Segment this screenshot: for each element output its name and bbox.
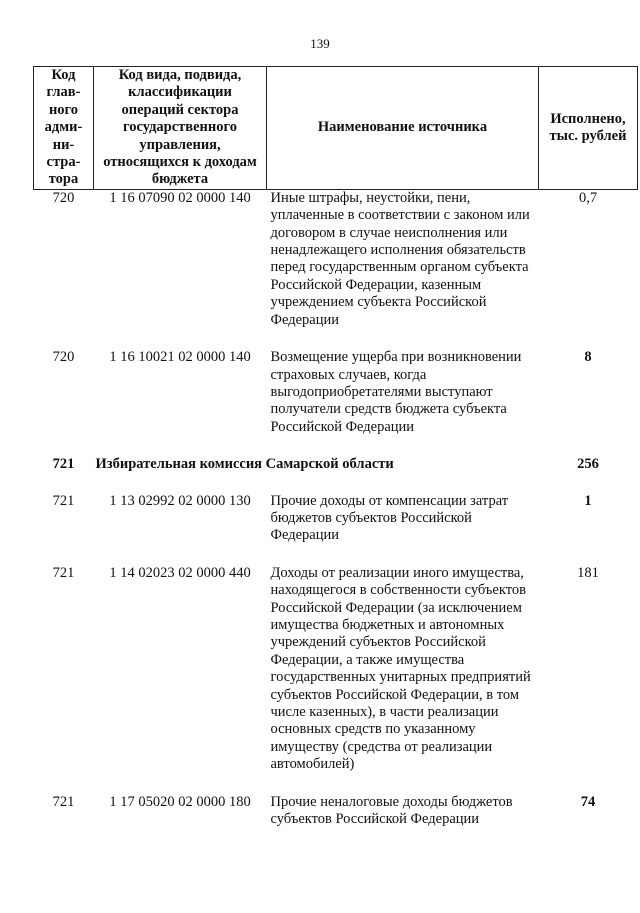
row-amount: 181 [577,564,599,581]
row-spacer [34,436,638,456]
row-spacer [34,329,638,349]
row-spacer [34,474,638,493]
page-number: 139 [310,36,330,51]
header-executed: Исполнено, тыс. рублей [539,67,638,190]
revenue-table [33,66,638,828]
row-kind-code: 1 14 02023 02 0000 440 [109,564,251,581]
header-source-name: Наименование источника [267,67,539,190]
table-row [34,189,638,329]
row-kind-code: 1 17 05020 02 0000 180 [109,793,251,810]
row-source-name: Прочие доходы от компенсации затрат бюджетов субъектов Российской Федерации [270,492,509,544]
row-amount: 256 [577,456,599,473]
table-row [34,565,638,774]
row-spacer [34,545,638,565]
row-source-name: Возмещение ущерба при возникновении страховых случаев, когда выгодоприобретателями выступают получатели средств бюджета субъекта Российской Федерации [270,349,522,435]
row-kind-code: 1 13 02992 02 0000 130 [109,492,251,509]
table-row [34,794,638,829]
row-source-name: Доходы от реализации иного имущества, находящегося в собственности субъектов Российской Федерации (за исключением имущества бюджетных и автономных учреждений субъектов Российской Федерации, а также имущества государственных унитарных предприятий субъектов Российской Федерации, в том числе казенных), в части реализации основных средств по указанному имуществу (средства от реализации автомобилей) [270,564,531,773]
row-amount: 74 [580,793,596,810]
row-admin-code: 721 [52,564,75,581]
row-admin-code: 721 [52,456,75,473]
row-spacer [34,774,638,794]
header-kind-code: Код вида, подвида, классификации операций сектора государственного управления, относящихся к доходам бюджета [94,67,267,190]
row-group-name: Избирательная комиссия Самарской области [95,456,394,473]
row-kind-code: 1 16 07090 02 0000 140 [109,189,251,206]
row-kind-code: 1 16 10021 02 0000 140 [109,349,251,366]
row-admin-code: 720 [52,349,75,366]
row-amount: 0,7 [578,189,598,206]
row-source-name: Иные штрафы, неустойки, пени, уплаченные в соответствии с законом или договором в случае неисполнения или ненадлежащего исполнения обязательств перед государственным органом субъекта Российской Федерации, казенным учреждением субъекта Российской Федерации [270,189,530,328]
table-header-row [34,67,638,190]
row-admin-code: 721 [52,492,75,509]
row-source-name: Прочие неналоговые доходы бюджетов субъектов Российской Федерации [270,793,513,828]
row-amount: 1 [584,492,592,509]
table-row [34,349,638,436]
header-admin-code: Код глав-ного адми-ни-стра-тора [34,67,94,190]
table-row [34,493,638,545]
row-admin-code: 720 [52,189,75,206]
row-amount: 8 [584,349,592,366]
table-row-group-header [34,456,638,473]
row-admin-code: 721 [52,793,75,810]
